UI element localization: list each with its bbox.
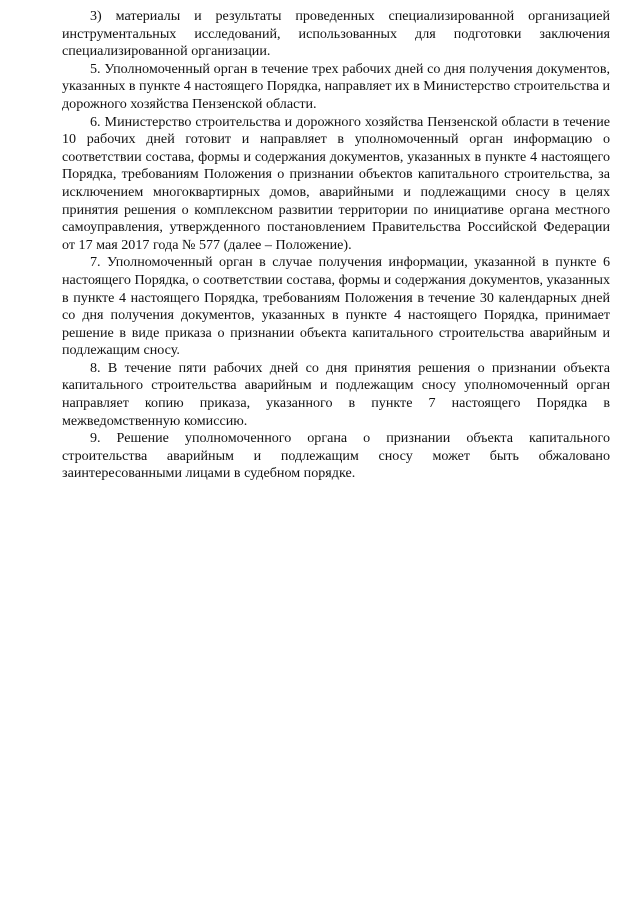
paragraph-item-5: 5. Уполномоченный орган в течение трех рабочих дней со дня получения документов, указанных в пункте 4 настоящего Порядка, направляет их в Министерство строительства и дорожного хозяйства Пензенской области. (62, 60, 611, 112)
paragraph-item-6: 6. Министерство строительства и дорожного хозяйства Пензенской области в течение 10 рабочих дней готовит и направляет в уполномоченный орган информацию о соответствии состава, формы и содержания документов, указанных в пункте 4 настоящего Порядка, требованиям Положения о признании объектов капитального строительства, за исключением многоквартирных домов, аварийными и подлежащими сносу в целях принятия решения о комплексном развитии территории по инициативе органа местного самоуправления, утвержденного постановлением Правительства Российской Федерации от 17 мая 2017 года № 577 (далее – Положение). (62, 113, 610, 253)
paragraph-item-3: 3) материалы и результаты проведенных специализированной организацией инструментальных исследований, использованных для подготовки заключения специализированной организации. (62, 8, 610, 60)
paragraph-item-7: 7. Уполномоченный орган в случае получения информации, указанной в пункте 6 настоящего Порядка, о соответствии состава, формы и содержания документов, указанных в пункте 4 настоящего Порядка, требованиям Положения в течение 30 календарных дней со дня получения документов, указанных в пункте 4 настоящего Порядка, принимает решение в виде приказа о признании объекта капитального строительства аварийным и подлежащим сносу. (62, 254, 610, 359)
document-body (62, 8, 610, 483)
paragraph-item-9: 9. Решение уполномоченного органа о признании объекта капитального строительства аварийным и подлежащим сносу может быть обжаловано заинтересованными лицами в судебном порядке. (62, 430, 610, 482)
paragraph-item-8: 8. В течение пяти рабочих дней со дня принятия решения о признании объекта капитального строительства аварийным и подлежащим сносу уполномоченный орган направляет копию приказа, указанного в пункте 7 настоящего Порядка в межведомственную комиссию. (62, 359, 610, 429)
